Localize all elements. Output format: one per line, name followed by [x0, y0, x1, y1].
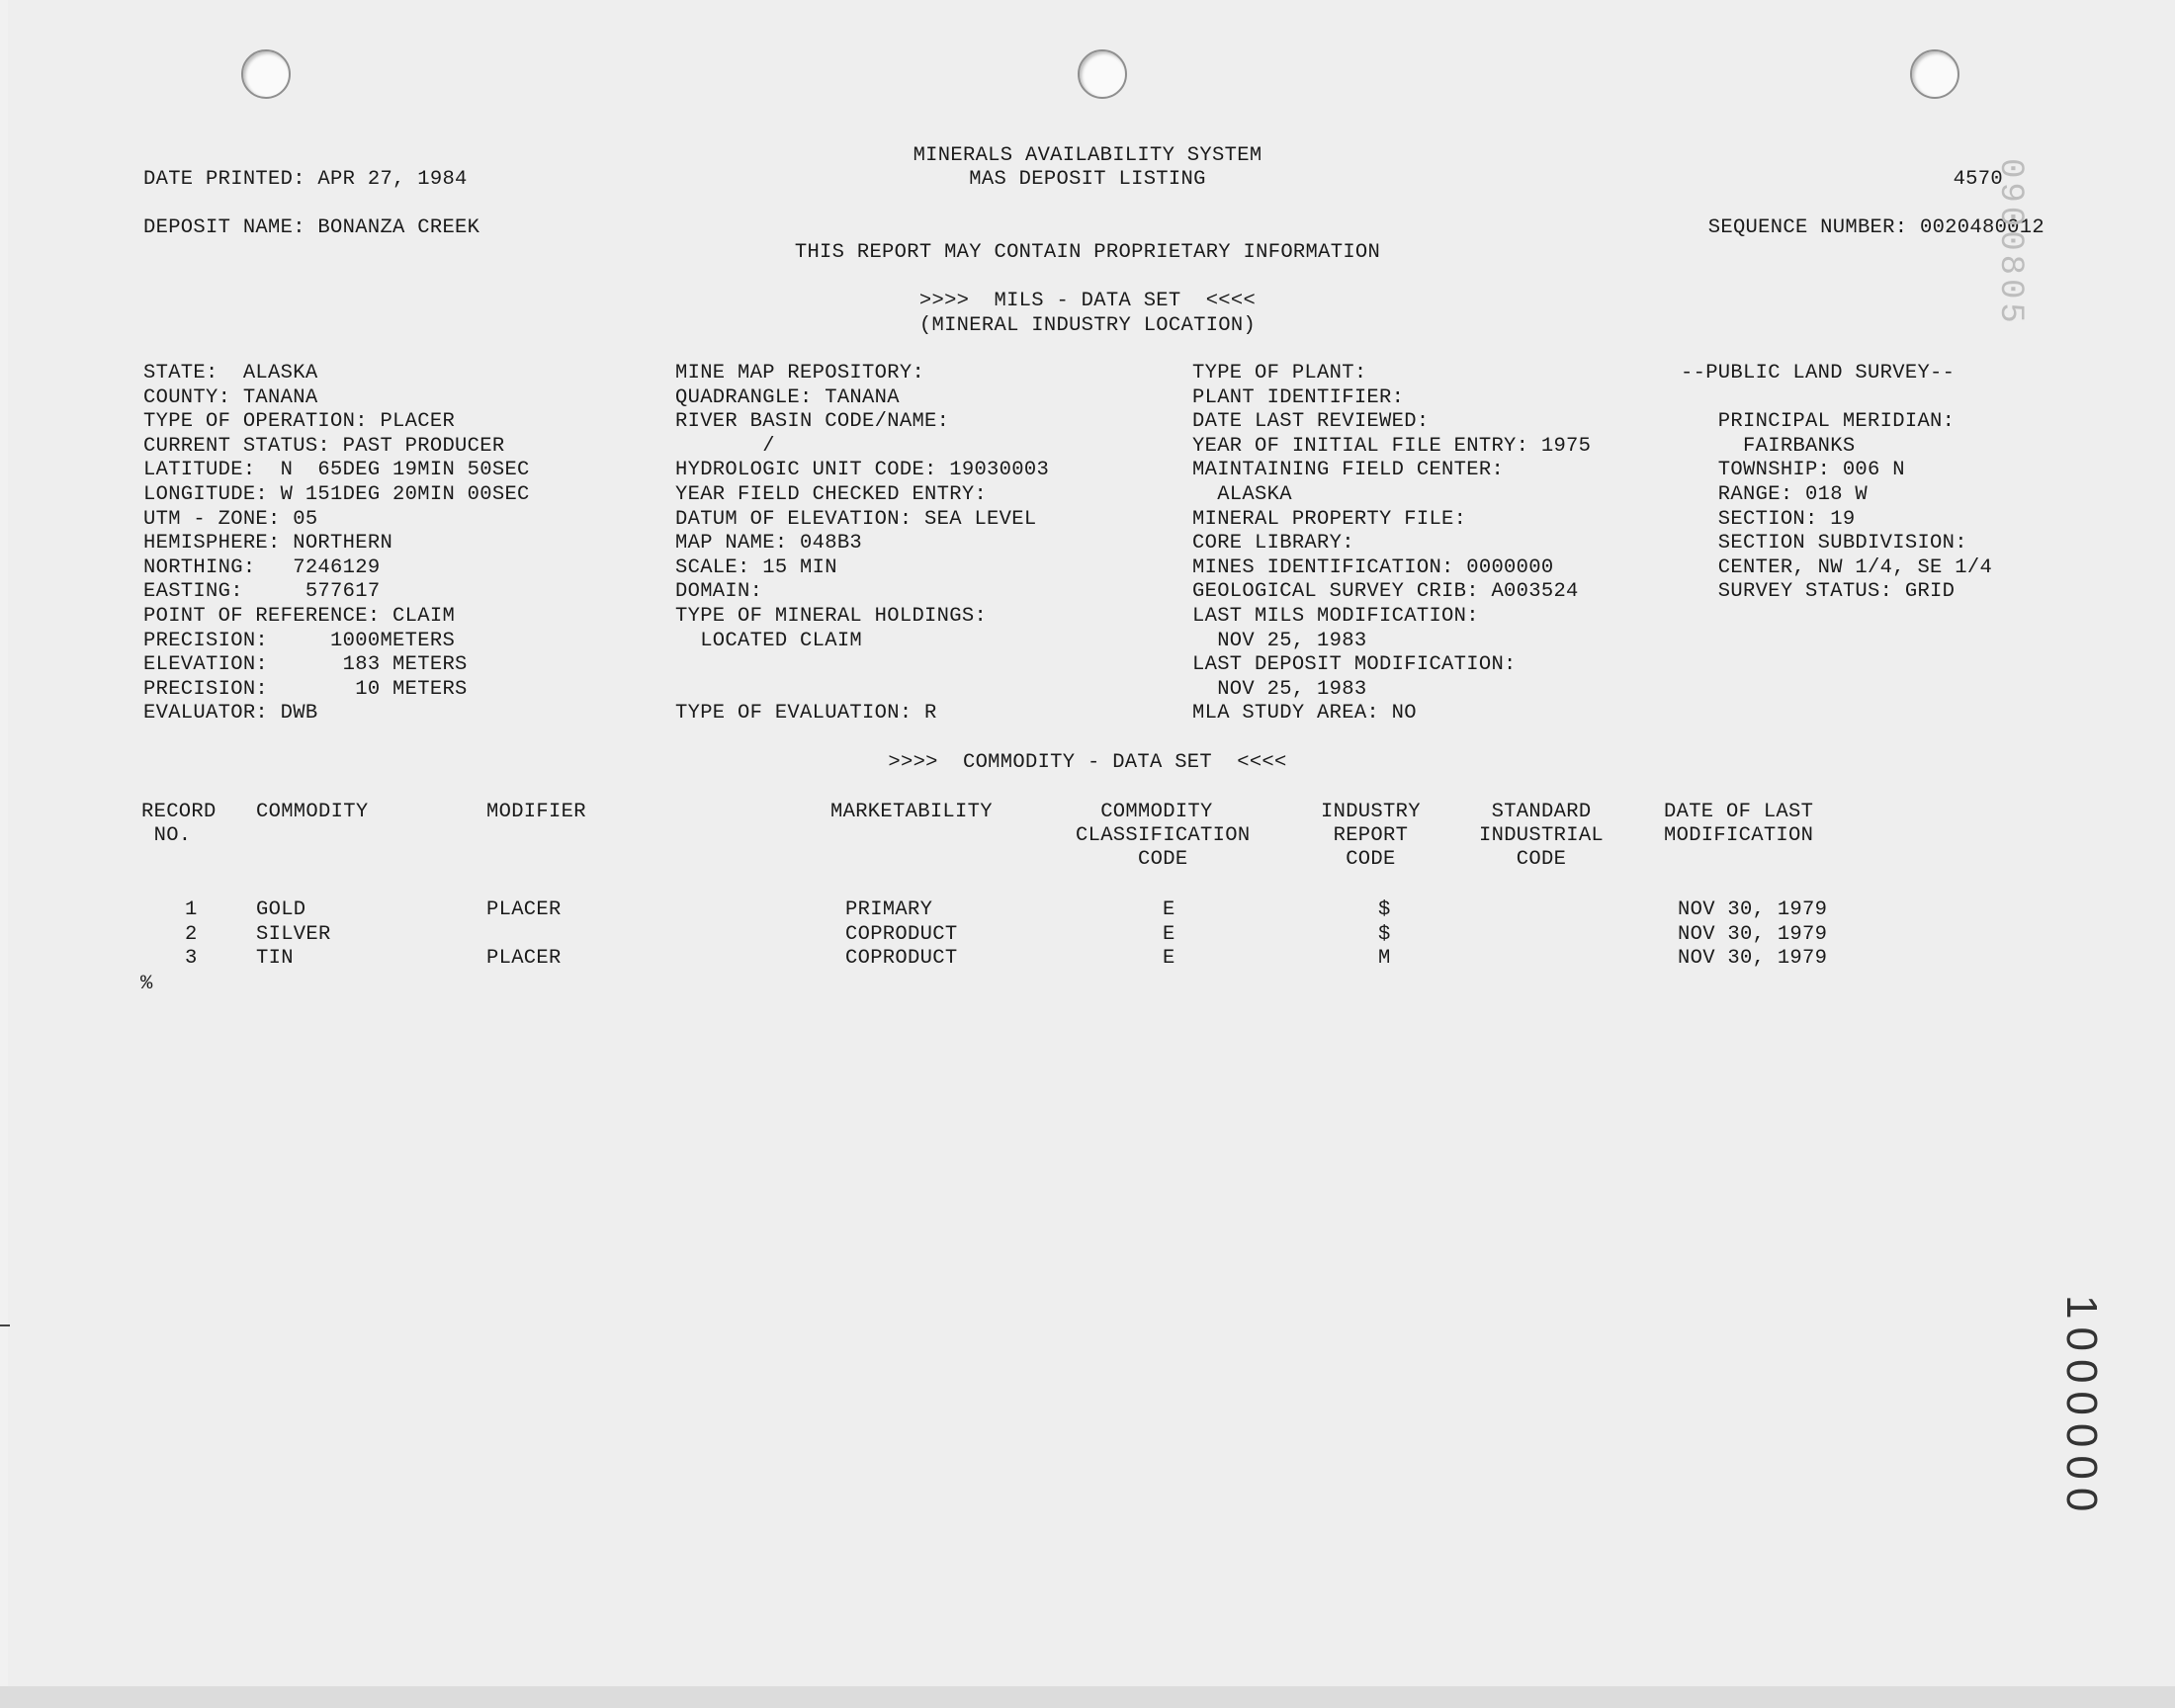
- stamp-number-bottom: 1000000: [2057, 1295, 2106, 1520]
- commodity-title: >>>> COMMODITY - DATA SET <<<<: [888, 751, 1287, 774]
- mils-field: NORTHING: 7246129: [143, 555, 381, 579]
- mils-field: LAST DEPOSIT MODIFICATION:: [1192, 653, 1517, 677]
- table-cell-no: 2: [185, 922, 198, 946]
- mils-field: LATITUDE: N 65DEG 19MIN 50SEC: [143, 459, 530, 482]
- mils-subtitle: (MINERAL INDUSTRY LOCATION): [918, 314, 1257, 337]
- mils-field: PLANT IDENTIFIER:: [1192, 385, 1405, 409]
- table-cell-date: NOV 30, 1979: [1678, 922, 1828, 946]
- table-cell-no: 1: [185, 898, 198, 921]
- mils-field: COUNTY: TANANA: [143, 385, 318, 409]
- mils-field: PRECISION: 1000METERS: [143, 629, 456, 652]
- mils-field: TYPE OF OPERATION: PLACER: [143, 410, 456, 434]
- scanner-edge: [0, 1686, 2175, 1708]
- mils-field: POINT OF REFERENCE: CLAIM: [143, 605, 456, 628]
- mils-title: >>>> MILS - DATA SET <<<<: [918, 290, 1257, 312]
- punch-hole-left: [241, 49, 291, 99]
- punch-hole-right: [1910, 49, 1959, 99]
- mils-field: TOWNSHIP: 006 N: [1681, 459, 1905, 482]
- end-mark: %: [140, 973, 153, 995]
- mils-field: SECTION: 19: [1681, 507, 1856, 531]
- mils-field: PRECISION: 10 METERS: [143, 677, 468, 701]
- mils-field: HYDROLOGIC UNIT CODE: 19030003: [675, 459, 1050, 482]
- mils-field: CORE LIBRARY:: [1192, 532, 1354, 555]
- mils-field: NOV 25, 1983: [1192, 629, 1367, 652]
- mils-field: ELEVATION: 183 METERS: [143, 653, 468, 677]
- mils-field: MAP NAME: 048B3: [675, 532, 863, 555]
- date-printed: DATE PRINTED: APR 27, 1984: [143, 168, 468, 191]
- mils-field: CURRENT STATUS: PAST PRODUCER: [143, 434, 505, 458]
- mils-field: MINERAL PROPERTY FILE:: [1192, 507, 1467, 531]
- table-cell-marketability: PRIMARY: [845, 898, 933, 921]
- mils-field: ALASKA: [1192, 483, 1292, 506]
- header-record-no: RECORD NO.: [141, 801, 217, 847]
- table-cell-commodity: GOLD: [256, 898, 306, 921]
- table-cell-no: 3: [185, 947, 198, 971]
- stamp-number-top: 0900805: [1991, 158, 2029, 327]
- mils-field: TYPE OF MINERAL HOLDINGS:: [675, 605, 988, 628]
- mils-field: SCALE: 15 MIN: [675, 555, 837, 579]
- mils-field: STATE: ALASKA: [143, 362, 318, 384]
- mils-field: SURVEY STATUS: GRID: [1681, 580, 1956, 604]
- table-cell-date: NOV 30, 1979: [1678, 947, 1828, 971]
- mils-field: UTM - ZONE: 05: [143, 507, 318, 531]
- header-commodity: COMMODITY: [256, 801, 369, 823]
- mils-field: /: [675, 434, 775, 458]
- mils-field: QUADRANGLE: TANANA: [675, 385, 900, 409]
- mils-field: MAINTAINING FIELD CENTER:: [1192, 459, 1505, 482]
- mils-field: MINE MAP REPOSITORY:: [675, 362, 925, 384]
- table-cell-marketability: COPRODUCT: [845, 922, 958, 946]
- mils-field: LAST MILS MODIFICATION:: [1192, 605, 1479, 628]
- table-cell-commodity: SILVER: [256, 922, 331, 946]
- mils-field: CENTER, NW 1/4, SE 1/4: [1681, 555, 1993, 579]
- mils-field: DOMAIN:: [675, 580, 763, 604]
- table-cell-industry: M: [1378, 947, 1391, 971]
- table-cell-class: E: [1163, 922, 1175, 946]
- table-cell-date: NOV 30, 1979: [1678, 898, 1828, 921]
- punch-hole-center: [1078, 49, 1127, 99]
- table-cell-industry: $: [1378, 922, 1391, 946]
- mils-field: SECTION SUBDIVISION:: [1681, 532, 1967, 555]
- sequence-number: SEQUENCE NUMBER: 0020480012: [1707, 216, 2044, 239]
- mils-field: TYPE OF PLANT:: [1192, 362, 1367, 384]
- mils-field: MINES IDENTIFICATION: 0000000: [1192, 555, 1554, 579]
- mils-field: YEAR OF INITIAL FILE ENTRY: 1975: [1192, 434, 1592, 458]
- mils-field: PRINCIPAL MERIDIAN:: [1681, 410, 1956, 434]
- header-modifier: MODIFIER: [486, 801, 586, 823]
- header-industry-report-code: INDUSTRY REPORT CODE: [1321, 801, 1421, 871]
- mils-field: RANGE: 018 W: [1681, 483, 1869, 506]
- table-cell-marketability: COPRODUCT: [845, 947, 958, 971]
- table-cell-modifier: PLACER: [486, 947, 562, 971]
- mils-field: LOCATED CLAIM: [675, 629, 863, 652]
- mils-field: GEOLOGICAL SURVEY CRIB: A003524: [1192, 580, 1579, 604]
- mils-field: LONGITUDE: W 151DEG 20MIN 00SEC: [143, 483, 530, 506]
- page-code: 4570: [1953, 168, 2003, 191]
- mils-field: --PUBLIC LAND SURVEY--: [1681, 362, 1956, 384]
- mils-field: DATUM OF ELEVATION: SEA LEVEL: [675, 507, 1037, 531]
- header-classification-code: COMMODITY CLASSIFICATION CODE: [1076, 801, 1251, 871]
- mils-field: NOV 25, 1983: [1192, 677, 1367, 701]
- table-cell-class: E: [1163, 898, 1175, 921]
- proprietary-notice: THIS REPORT MAY CONTAIN PROPRIETARY INFORMATION: [794, 241, 1381, 264]
- mils-field: EVALUATOR: DWB: [143, 702, 318, 726]
- header-date-modified: DATE OF LAST MODIFICATION: [1664, 801, 1814, 847]
- mils-field: RIVER BASIN CODE/NAME:: [675, 410, 950, 434]
- mils-field: MLA STUDY AREA: NO: [1192, 702, 1417, 726]
- mils-field: FAIRBANKS: [1681, 434, 1856, 458]
- header-standard-industrial-code: STANDARD INDUSTRIAL CODE: [1479, 801, 1605, 871]
- listing-title: MAS DEPOSIT LISTING: [969, 168, 1206, 191]
- system-title: MINERALS AVAILABILITY SYSTEM: [913, 144, 1262, 167]
- edge-mark: [0, 1324, 10, 1326]
- table-cell-commodity: TIN: [256, 947, 294, 971]
- table-cell-modifier: PLACER: [486, 898, 562, 921]
- deposit-name: DEPOSIT NAME: BONANZA CREEK: [143, 216, 480, 239]
- table-cell-industry: $: [1378, 898, 1391, 921]
- table-cell-class: E: [1163, 947, 1175, 971]
- mils-field: TYPE OF EVALUATION: R: [675, 702, 937, 726]
- mils-field: HEMISPHERE: NORTHERN: [143, 532, 393, 555]
- header-marketability: MARKETABILITY: [830, 801, 993, 823]
- mils-field: EASTING: 577617: [143, 580, 381, 604]
- mils-field: DATE LAST REVIEWED:: [1192, 410, 1430, 434]
- mils-field: YEAR FIELD CHECKED ENTRY:: [675, 483, 988, 506]
